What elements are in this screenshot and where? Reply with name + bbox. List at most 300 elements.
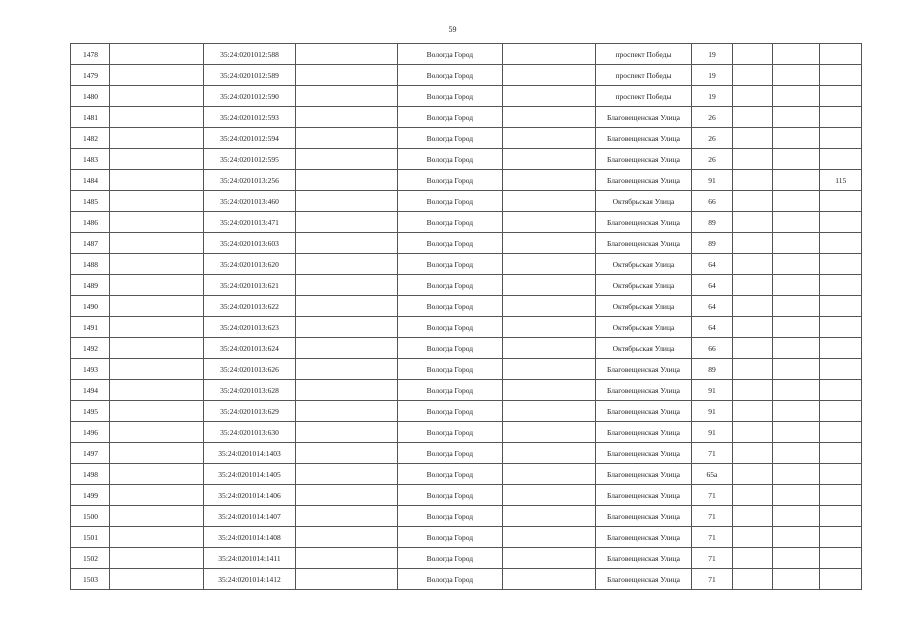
cadastral-number-cell: 35:24:0201014:1411 (203, 548, 295, 569)
extra-value-cell (820, 485, 862, 506)
house-number-cell: 91 (691, 170, 733, 191)
empty-cell (110, 359, 203, 380)
empty-cell (733, 569, 772, 590)
cadastral-number-cell: 35:24:0201013:624 (203, 338, 295, 359)
city-cell: Вологда Город (397, 464, 502, 485)
cadastral-number-cell: 35:24:0201014:1403 (203, 443, 295, 464)
empty-cell (296, 527, 398, 548)
street-cell: Благовещенская Улица (596, 233, 692, 254)
table-row (71, 317, 862, 338)
cadastral-number-cell: 35:24:0201013:603 (203, 233, 295, 254)
row-number-cell: 1488 (71, 254, 110, 275)
house-number-cell: 91 (691, 380, 733, 401)
row-number-cell: 1479 (71, 65, 110, 86)
extra-value-cell (820, 107, 862, 128)
empty-cell (110, 107, 203, 128)
empty-cell (110, 506, 203, 527)
empty-cell (296, 275, 398, 296)
street-cell: Октябрьская Улица (596, 191, 692, 212)
empty-cell (110, 128, 203, 149)
empty-cell (502, 317, 595, 338)
city-cell: Вологда Город (397, 212, 502, 233)
city-cell: Вологда Город (397, 170, 502, 191)
cadastral-number-cell: 35:24:0201012:588 (203, 44, 295, 65)
row-number-cell: 1485 (71, 191, 110, 212)
street-cell: Благовещенская Улица (596, 107, 692, 128)
empty-cell (733, 401, 772, 422)
empty-cell (296, 569, 398, 590)
extra-value-cell (820, 86, 862, 107)
empty-cell (772, 506, 820, 527)
table-row (71, 86, 862, 107)
empty-cell (110, 569, 203, 590)
empty-cell (772, 464, 820, 485)
cadastral-number-cell: 35:24:0201014:1405 (203, 464, 295, 485)
empty-cell (772, 359, 820, 380)
empty-cell (772, 233, 820, 254)
row-number-cell: 1499 (71, 485, 110, 506)
empty-cell (296, 359, 398, 380)
empty-cell (733, 149, 772, 170)
empty-cell (502, 569, 595, 590)
street-cell: Благовещенская Улица (596, 443, 692, 464)
empty-cell (733, 191, 772, 212)
cadastral-number-cell: 35:24:0201014:1408 (203, 527, 295, 548)
street-cell: Октябрьская Улица (596, 254, 692, 275)
empty-cell (296, 296, 398, 317)
row-number-cell: 1480 (71, 86, 110, 107)
extra-value-cell (820, 506, 862, 527)
street-cell: Октябрьская Улица (596, 275, 692, 296)
house-number-cell: 91 (691, 401, 733, 422)
empty-cell (772, 191, 820, 212)
extra-value-cell (820, 359, 862, 380)
cadastral-number-cell: 35:24:0201013:630 (203, 422, 295, 443)
street-cell: Благовещенская Улица (596, 212, 692, 233)
empty-cell (110, 464, 203, 485)
empty-cell (733, 443, 772, 464)
street-cell: Благовещенская Улица (596, 527, 692, 548)
extra-value-cell (820, 212, 862, 233)
street-cell: Благовещенская Улица (596, 149, 692, 170)
house-number-cell: 64 (691, 296, 733, 317)
house-number-cell: 26 (691, 128, 733, 149)
empty-cell (502, 359, 595, 380)
empty-cell (502, 149, 595, 170)
street-cell: Благовещенская Улица (596, 359, 692, 380)
street-cell: проспект Победы (596, 44, 692, 65)
cadastral-number-cell: 35:24:0201013:256 (203, 170, 295, 191)
cadastral-number-cell: 35:24:0201013:626 (203, 359, 295, 380)
empty-cell (296, 317, 398, 338)
empty-cell (733, 527, 772, 548)
empty-cell (733, 317, 772, 338)
empty-cell (110, 401, 203, 422)
empty-cell (296, 506, 398, 527)
empty-cell (733, 296, 772, 317)
empty-cell (772, 275, 820, 296)
table-row (71, 443, 862, 464)
empty-cell (772, 170, 820, 191)
street-cell: Октябрьская Улица (596, 338, 692, 359)
empty-cell (296, 107, 398, 128)
empty-cell (733, 233, 772, 254)
house-number-cell: 64 (691, 275, 733, 296)
cadastral-number-cell: 35:24:0201014:1412 (203, 569, 295, 590)
row-number-cell: 1498 (71, 464, 110, 485)
empty-cell (110, 485, 203, 506)
house-number-cell: 71 (691, 569, 733, 590)
empty-cell (110, 380, 203, 401)
house-number-cell: 89 (691, 359, 733, 380)
empty-cell (502, 107, 595, 128)
empty-cell (110, 86, 203, 107)
street-cell: Благовещенская Улица (596, 569, 692, 590)
extra-value-cell (820, 422, 862, 443)
row-number-cell: 1496 (71, 422, 110, 443)
table-row (71, 275, 862, 296)
row-number-cell: 1503 (71, 569, 110, 590)
street-cell: Благовещенская Улица (596, 128, 692, 149)
empty-cell (772, 65, 820, 86)
empty-cell (296, 254, 398, 275)
cadastral-number-cell: 35:24:0201014:1406 (203, 485, 295, 506)
extra-value-cell (820, 191, 862, 212)
extra-value-cell (820, 380, 862, 401)
empty-cell (110, 317, 203, 338)
row-number-cell: 1494 (71, 380, 110, 401)
table-row (71, 485, 862, 506)
table-row (71, 149, 862, 170)
city-cell: Вологда Город (397, 128, 502, 149)
empty-cell (772, 149, 820, 170)
empty-cell (110, 170, 203, 191)
empty-cell (772, 338, 820, 359)
empty-cell (772, 527, 820, 548)
street-cell: Благовещенская Улица (596, 485, 692, 506)
house-number-cell: 71 (691, 485, 733, 506)
empty-cell (110, 149, 203, 170)
extra-value-cell (820, 401, 862, 422)
row-number-cell: 1482 (71, 128, 110, 149)
city-cell: Вологда Город (397, 485, 502, 506)
row-number-cell: 1489 (71, 275, 110, 296)
empty-cell (296, 44, 398, 65)
empty-cell (772, 317, 820, 338)
empty-cell (733, 65, 772, 86)
empty-cell (502, 443, 595, 464)
row-number-cell: 1486 (71, 212, 110, 233)
table-row (71, 170, 862, 191)
empty-cell (733, 422, 772, 443)
house-number-cell: 71 (691, 548, 733, 569)
row-number-cell: 1491 (71, 317, 110, 338)
street-cell: Благовещенская Улица (596, 506, 692, 527)
empty-cell (296, 128, 398, 149)
empty-cell (733, 275, 772, 296)
extra-value-cell (820, 65, 862, 86)
empty-cell (296, 149, 398, 170)
city-cell: Вологда Город (397, 359, 502, 380)
empty-cell (110, 338, 203, 359)
cadastral-number-cell: 35:24:0201012:593 (203, 107, 295, 128)
empty-cell (110, 254, 203, 275)
row-number-cell: 1490 (71, 296, 110, 317)
house-number-cell: 66 (691, 338, 733, 359)
street-cell: Октябрьская Улица (596, 317, 692, 338)
empty-cell (296, 422, 398, 443)
cadastral-number-cell: 35:24:0201012:590 (203, 86, 295, 107)
row-number-cell: 1487 (71, 233, 110, 254)
empty-cell (502, 128, 595, 149)
house-number-cell: 71 (691, 527, 733, 548)
empty-cell (502, 254, 595, 275)
extra-value-cell: 115 (820, 170, 862, 191)
empty-cell (296, 212, 398, 233)
extra-value-cell (820, 317, 862, 338)
empty-cell (296, 86, 398, 107)
table-row (71, 191, 862, 212)
street-cell: проспект Победы (596, 65, 692, 86)
empty-cell (772, 296, 820, 317)
street-cell: Благовещенская Улица (596, 548, 692, 569)
row-number-cell: 1497 (71, 443, 110, 464)
empty-cell (110, 65, 203, 86)
empty-cell (733, 464, 772, 485)
street-cell: Благовещенская Улица (596, 464, 692, 485)
house-number-cell: 64 (691, 254, 733, 275)
table-row (71, 464, 862, 485)
empty-cell (502, 401, 595, 422)
empty-cell (502, 485, 595, 506)
house-number-cell: 89 (691, 212, 733, 233)
empty-cell (772, 485, 820, 506)
empty-cell (110, 422, 203, 443)
empty-cell (733, 254, 772, 275)
table-row (71, 506, 862, 527)
empty-cell (296, 233, 398, 254)
empty-cell (772, 569, 820, 590)
cadastral-number-cell: 35:24:0201014:1407 (203, 506, 295, 527)
empty-cell (733, 44, 772, 65)
empty-cell (502, 506, 595, 527)
house-number-cell: 19 (691, 44, 733, 65)
empty-cell (772, 212, 820, 233)
extra-value-cell (820, 275, 862, 296)
cadastral-number-cell: 35:24:0201013:623 (203, 317, 295, 338)
city-cell: Вологда Город (397, 317, 502, 338)
extra-value-cell (820, 233, 862, 254)
empty-cell (296, 191, 398, 212)
extra-value-cell (820, 149, 862, 170)
registry-table (70, 43, 862, 590)
street-cell: Благовещенская Улица (596, 170, 692, 191)
house-number-cell: 71 (691, 443, 733, 464)
empty-cell (772, 443, 820, 464)
empty-cell (733, 86, 772, 107)
street-cell: Благовещенская Улица (596, 401, 692, 422)
empty-cell (502, 422, 595, 443)
table-row (71, 380, 862, 401)
empty-cell (502, 233, 595, 254)
cadastral-number-cell: 35:24:0201012:594 (203, 128, 295, 149)
empty-cell (772, 107, 820, 128)
empty-cell (296, 548, 398, 569)
table-row (71, 233, 862, 254)
empty-cell (772, 128, 820, 149)
cadastral-number-cell: 35:24:0201013:628 (203, 380, 295, 401)
row-number-cell: 1492 (71, 338, 110, 359)
empty-cell (110, 296, 203, 317)
registry-table-body (71, 44, 862, 590)
empty-cell (296, 443, 398, 464)
empty-cell (110, 44, 203, 65)
row-number-cell: 1493 (71, 359, 110, 380)
city-cell: Вологда Город (397, 107, 502, 128)
table-row (71, 65, 862, 86)
extra-value-cell (820, 338, 862, 359)
street-cell: проспект Победы (596, 86, 692, 107)
table-row (71, 359, 862, 380)
city-cell: Вологда Город (397, 569, 502, 590)
table-row (71, 128, 862, 149)
empty-cell (110, 527, 203, 548)
empty-cell (772, 380, 820, 401)
empty-cell (502, 170, 595, 191)
city-cell: Вологда Город (397, 296, 502, 317)
street-cell: Благовещенская Улица (596, 380, 692, 401)
street-cell: Благовещенская Улица (596, 422, 692, 443)
empty-cell (502, 65, 595, 86)
empty-cell (296, 338, 398, 359)
city-cell: Вологда Город (397, 191, 502, 212)
table-row (71, 401, 862, 422)
house-number-cell: 26 (691, 149, 733, 170)
city-cell: Вологда Город (397, 233, 502, 254)
table-row (71, 212, 862, 233)
table-row (71, 296, 862, 317)
table-row (71, 422, 862, 443)
house-number-cell: 19 (691, 86, 733, 107)
row-number-cell: 1478 (71, 44, 110, 65)
empty-cell (502, 296, 595, 317)
extra-value-cell (820, 443, 862, 464)
extra-value-cell (820, 296, 862, 317)
table-row (71, 548, 862, 569)
cadastral-number-cell: 35:24:0201013:471 (203, 212, 295, 233)
empty-cell (733, 212, 772, 233)
house-number-cell: 65а (691, 464, 733, 485)
house-number-cell: 64 (691, 317, 733, 338)
row-number-cell: 1502 (71, 548, 110, 569)
house-number-cell: 66 (691, 191, 733, 212)
city-cell: Вологда Город (397, 254, 502, 275)
empty-cell (110, 275, 203, 296)
empty-cell (296, 485, 398, 506)
empty-cell (110, 233, 203, 254)
house-number-cell: 71 (691, 506, 733, 527)
empty-cell (110, 191, 203, 212)
empty-cell (772, 548, 820, 569)
empty-cell (502, 380, 595, 401)
row-number-cell: 1495 (71, 401, 110, 422)
empty-cell (733, 128, 772, 149)
empty-cell (733, 338, 772, 359)
empty-cell (502, 275, 595, 296)
empty-cell (296, 380, 398, 401)
city-cell: Вологда Город (397, 527, 502, 548)
extra-value-cell (820, 527, 862, 548)
house-number-cell: 89 (691, 233, 733, 254)
empty-cell (296, 170, 398, 191)
empty-cell (772, 401, 820, 422)
empty-cell (296, 65, 398, 86)
empty-cell (733, 380, 772, 401)
empty-cell (502, 548, 595, 569)
house-number-cell: 19 (691, 65, 733, 86)
cadastral-number-cell: 35:24:0201013:620 (203, 254, 295, 275)
city-cell: Вологда Город (397, 548, 502, 569)
city-cell: Вологда Город (397, 338, 502, 359)
empty-cell (110, 443, 203, 464)
table-row (71, 338, 862, 359)
cadastral-number-cell: 35:24:0201013:621 (203, 275, 295, 296)
empty-cell (733, 548, 772, 569)
empty-cell (733, 170, 772, 191)
row-number-cell: 1483 (71, 149, 110, 170)
row-number-cell: 1501 (71, 527, 110, 548)
street-cell: Октябрьская Улица (596, 296, 692, 317)
empty-cell (772, 254, 820, 275)
extra-value-cell (820, 44, 862, 65)
city-cell: Вологда Город (397, 44, 502, 65)
extra-value-cell (820, 548, 862, 569)
empty-cell (502, 212, 595, 233)
empty-cell (733, 506, 772, 527)
city-cell: Вологда Город (397, 506, 502, 527)
cadastral-number-cell: 35:24:0201012:595 (203, 149, 295, 170)
table-row (71, 44, 862, 65)
empty-cell (772, 44, 820, 65)
extra-value-cell (820, 569, 862, 590)
row-number-cell: 1481 (71, 107, 110, 128)
empty-cell (772, 422, 820, 443)
empty-cell (296, 464, 398, 485)
city-cell: Вологда Город (397, 275, 502, 296)
city-cell: Вологда Город (397, 422, 502, 443)
extra-value-cell (820, 464, 862, 485)
empty-cell (296, 401, 398, 422)
table-row (71, 527, 862, 548)
empty-cell (772, 86, 820, 107)
empty-cell (502, 527, 595, 548)
empty-cell (110, 548, 203, 569)
cadastral-number-cell: 35:24:0201013:622 (203, 296, 295, 317)
cadastral-number-cell: 35:24:0201013:629 (203, 401, 295, 422)
empty-cell (502, 464, 595, 485)
empty-cell (502, 44, 595, 65)
row-number-cell: 1500 (71, 506, 110, 527)
city-cell: Вологда Город (397, 401, 502, 422)
table-row (71, 107, 862, 128)
city-cell: Вологда Город (397, 86, 502, 107)
page-number: 59 (448, 25, 457, 34)
city-cell: Вологда Город (397, 380, 502, 401)
city-cell: Вологда Город (397, 443, 502, 464)
table-row (71, 254, 862, 275)
empty-cell (502, 338, 595, 359)
empty-cell (733, 485, 772, 506)
